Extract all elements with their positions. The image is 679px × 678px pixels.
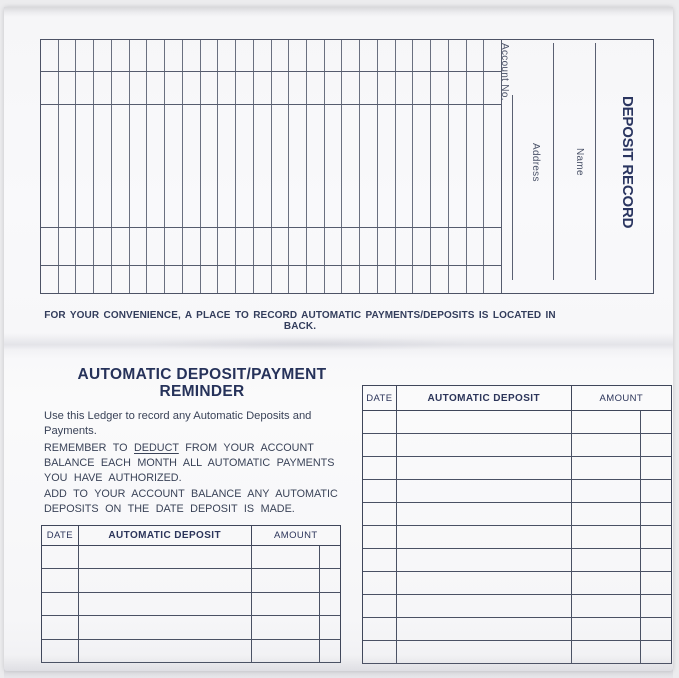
- amount-cents-cell: [641, 503, 671, 525]
- amount-cents-cell: [320, 569, 340, 591]
- grid-column: [183, 40, 201, 293]
- amount-cents-cell: [641, 457, 671, 479]
- date-cell: [42, 546, 79, 568]
- automatic-deposit-table-left: [41, 525, 341, 663]
- deposit-cell: [397, 618, 572, 640]
- amount-cents-cell: [641, 480, 671, 502]
- grid-column: [76, 40, 94, 293]
- deposit-record-grid: [41, 40, 502, 293]
- deposit-cell: [397, 526, 572, 548]
- date-cell: [42, 616, 79, 638]
- amount-cents-cell: [641, 526, 671, 548]
- paragraph-line: Use this Ledger to record any Automatic Deposits and: [44, 410, 312, 422]
- amount-dollars-cell: [252, 546, 321, 568]
- amount-dollars-cell: [572, 618, 642, 640]
- address-label: Address: [530, 142, 541, 182]
- amount-dollars-cell: [252, 616, 321, 638]
- paper-bottom-edge-shadow: [4, 655, 673, 678]
- date-cell: [363, 526, 397, 548]
- grid-column: [165, 40, 183, 293]
- table-row: [363, 434, 671, 457]
- grid-column: [94, 40, 112, 293]
- amount-cents-cell: [641, 595, 671, 617]
- grid-column: [449, 40, 467, 293]
- deposit-cell: [397, 457, 572, 479]
- amount-column-header: AMOUNT: [274, 530, 318, 541]
- grid-column: [378, 40, 396, 293]
- amount-dollars-cell: [252, 569, 321, 591]
- grid-column: [342, 40, 360, 293]
- grid-band-line: [41, 71, 502, 72]
- table-row: [363, 572, 671, 595]
- date-cell: [42, 593, 79, 615]
- table-body: [42, 546, 340, 662]
- grid-band-line: [41, 265, 502, 266]
- account-no-label: Account No.: [499, 43, 510, 101]
- reminder-paragraph-2: [44, 441, 356, 486]
- table-row: [363, 503, 671, 526]
- grid-column: [130, 40, 148, 293]
- grid-column: [431, 40, 449, 293]
- deposit-cell: [397, 595, 572, 617]
- amount-cents-cell: [641, 411, 671, 433]
- amount-cents-cell: [641, 434, 671, 456]
- deposit-cell: [79, 616, 252, 638]
- paper-sheet: [4, 7, 673, 671]
- deposit-cell: [397, 411, 572, 433]
- amount-dollars-cell: [572, 572, 642, 594]
- grid-column: [218, 40, 236, 293]
- table-row: [363, 618, 671, 641]
- name-label: Name: [574, 148, 585, 176]
- grid-column: [147, 40, 165, 293]
- amount-dollars-cell: [252, 593, 321, 615]
- deduct-underlined-word: DEDUCT: [134, 442, 179, 454]
- grid-column: [396, 40, 414, 293]
- amount-column-header: AMOUNT: [599, 392, 644, 404]
- paragraph-line: Payments.: [44, 424, 97, 437]
- date-column-header: DATE: [363, 386, 397, 410]
- account-no-write-line: [512, 95, 513, 280]
- date-cell: [363, 549, 397, 571]
- date-cell: [363, 411, 397, 433]
- grid-column: [201, 40, 219, 293]
- paragraph-line: YOU HAVE AUTHORIZED.: [44, 472, 182, 484]
- grid-column: [307, 40, 325, 293]
- grid-column: [360, 40, 378, 293]
- deposit-cell: [397, 434, 572, 456]
- reminder-title-line1: AUTOMATIC DEPOSIT/PAYMENT: [77, 366, 327, 383]
- grid-column: [413, 40, 431, 293]
- table-row: [363, 595, 671, 618]
- grid-column: [325, 40, 343, 293]
- table-header-row: [42, 526, 340, 546]
- deposit-record-title: DEPOSIT RECORD: [619, 95, 636, 229]
- grid-column: [236, 40, 254, 293]
- table-row: [42, 546, 340, 569]
- table-row: [42, 616, 340, 639]
- grid-column: [112, 40, 130, 293]
- deposit-cell: [397, 572, 572, 594]
- table-row: [363, 549, 671, 572]
- deposit-cell: [79, 569, 252, 591]
- grid-column: [41, 40, 59, 293]
- amount-dollars-cell: [572, 595, 642, 617]
- automatic-deposit-column-header: AUTOMATIC DEPOSIT: [79, 526, 252, 545]
- fold-crease-shadow: [4, 333, 673, 359]
- deposit-cell: [397, 503, 572, 525]
- reminder-paragraph-1: [44, 409, 356, 438]
- address-write-line: [553, 43, 554, 280]
- date-cell: [42, 569, 79, 591]
- deposit-cell: [397, 480, 572, 502]
- grid-column: [289, 40, 307, 293]
- deposit-cell: [79, 546, 252, 568]
- table-row: [42, 569, 340, 592]
- reminder-title: [44, 366, 360, 400]
- grid-column: [59, 40, 77, 293]
- table-row: [42, 593, 340, 616]
- automatic-deposit-column-header: AUTOMATIC DEPOSIT: [397, 386, 572, 410]
- table-row: [363, 526, 671, 549]
- date-cell: [363, 434, 397, 456]
- grid-band-line: [41, 104, 502, 105]
- name-write-line: [595, 43, 596, 280]
- amount-cents-cell: [320, 616, 340, 638]
- paragraph-line: DEPOSITS ON THE DATE DEPOSIT IS MADE.: [44, 503, 295, 515]
- paragraph-line: BALANCE EACH MONTH ALL AUTOMATIC PAYMENTS: [44, 457, 335, 469]
- paragraph-text: FROM YOUR ACCOUNT: [178, 442, 314, 454]
- amount-cents-cell: [641, 618, 671, 640]
- reminder-title-line2: REMINDER: [159, 383, 245, 400]
- grid-column: [254, 40, 272, 293]
- grid-band-line: [41, 227, 502, 228]
- amount-dollars-cell: [572, 411, 642, 433]
- amount-dollars-cell: [572, 526, 642, 548]
- deposit-cell: [79, 593, 252, 615]
- table-body: [363, 411, 671, 663]
- amount-dollars-cell: [572, 503, 642, 525]
- automatic-deposit-table-right: [362, 385, 672, 664]
- amount-dollars-cell: [572, 457, 642, 479]
- date-cell: [363, 572, 397, 594]
- table-header-row: [363, 386, 671, 411]
- date-column-header: DATE: [42, 526, 79, 545]
- amount-cents-cell: [641, 572, 671, 594]
- paragraph-line: [44, 441, 356, 456]
- convenience-note: FOR YOUR CONVENIENCE, A PLACE TO RECORD AUTOMATIC PAYMENTS/DEPOSITS IS LOCATED IN BACK.: [44, 310, 556, 332]
- amount-dollars-cell: [572, 549, 642, 571]
- grid-column: [272, 40, 290, 293]
- date-cell: [363, 503, 397, 525]
- table-row: [363, 411, 671, 434]
- grid-column: [467, 40, 485, 293]
- reminder-paragraph-3: [44, 487, 356, 517]
- date-cell: [363, 457, 397, 479]
- paragraph-text: REMEMBER TO: [44, 442, 134, 454]
- amount-dollars-cell: [572, 480, 642, 502]
- deposit-cell: [397, 549, 572, 571]
- paragraph-line: ADD TO YOUR ACCOUNT BALANCE ANY AUTOMATIC: [44, 488, 338, 500]
- paper-top-edge-shadow: [4, 7, 673, 17]
- deposit-record-form: [40, 39, 654, 294]
- date-cell: [363, 618, 397, 640]
- amount-cents-cell: [641, 549, 671, 571]
- amount-cents-cell: [320, 546, 340, 568]
- amount-cents-cell: [320, 593, 340, 615]
- date-cell: [363, 480, 397, 502]
- table-row: [363, 480, 671, 503]
- amount-dollars-cell: [572, 434, 642, 456]
- table-row: [363, 457, 671, 480]
- date-cell: [363, 595, 397, 617]
